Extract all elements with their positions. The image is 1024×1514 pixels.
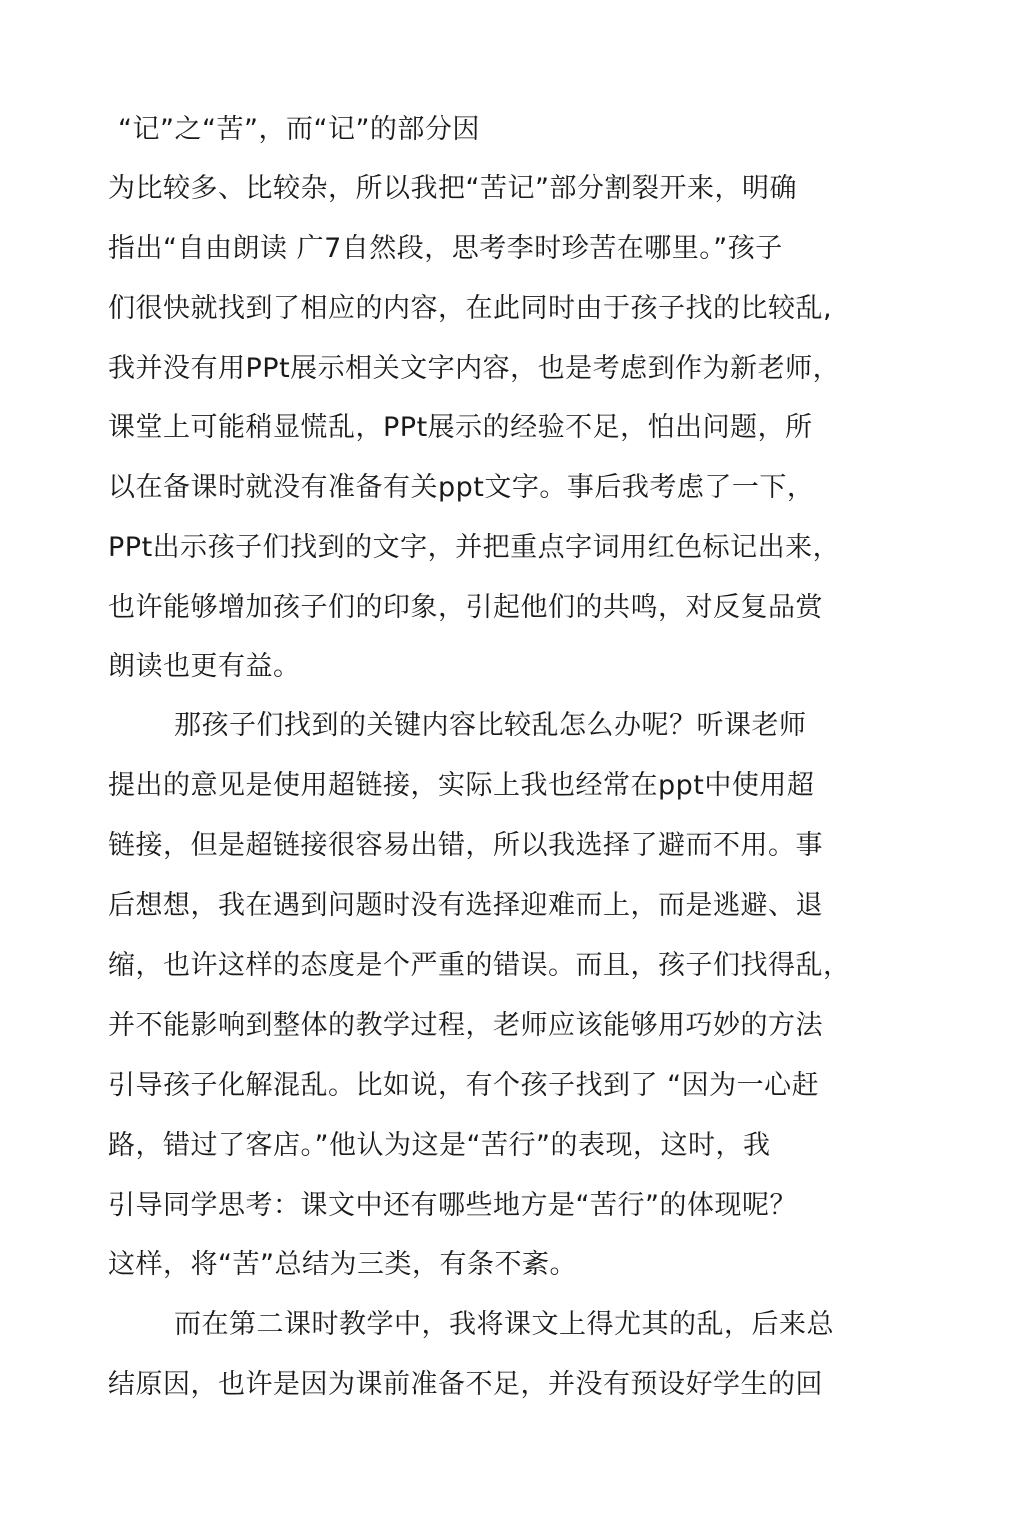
text-line-19: 引导同学思考：课文中还有哪些地方是“苦行”的体现呢？ bbox=[108, 1190, 797, 1221]
text-line-4: 们很快就找到了相应的内容，在此同时由于孩子找的比较乱, bbox=[108, 293, 833, 324]
text-line-9: 也许能够增加孩子们的印象，引起他们的共鸣，对反复品赏 bbox=[108, 592, 823, 623]
text-line-8: PPt出示孩子们找到的文字，并把重点字词用红色标记出来， bbox=[108, 532, 841, 563]
text-line-10: 朗读也更有益。 bbox=[108, 651, 301, 682]
paragraph-start-line: 而在第二课时教学中，我将课文上得尤其的乱，后来总 bbox=[174, 1309, 834, 1340]
text-line-17: 引导孩子化解混乱。比如说，有个孩子找到了 “因为一心赶 bbox=[108, 1070, 820, 1101]
paragraph-start-line: 那孩子们找到的关键内容比较乱怎么办呢？听课老师 bbox=[174, 710, 807, 741]
text-line-6: 课堂上可能稍显慌乱，PPt展示的经验不足，怕出问题，所 bbox=[108, 412, 813, 443]
text-line-12: 提出的意见是使用超链接，实际上我也经常在ppt中使用超 bbox=[108, 770, 815, 801]
text-line-20: 这样，将“苦”总结为三类，有条不紊。 bbox=[108, 1249, 577, 1280]
text-line-16: 并不能影响到整体的教学过程，老师应该能够用巧妙的方法 bbox=[108, 1010, 823, 1041]
text-line-7: 以在备课时就没有准备有关ppt文字。事后我考虑了一下， bbox=[108, 472, 815, 503]
text-line-1: “记”之“苦”，而“记”的部分因 bbox=[118, 114, 480, 145]
text-line-18: 路，错过了客店。”他认为这是“苦行”的表现，这时，我 bbox=[108, 1130, 771, 1161]
text-line-22: 结原因，也许是因为课前准备不足，并没有预设好学生的回 bbox=[108, 1369, 823, 1400]
text-line-2: 为比较多、比较杂，所以我把“苦记”部分割裂开来，明确 bbox=[108, 173, 797, 204]
text-line-14: 后想想，我在遇到问题时没有选择迎难而上，而是逃避、退 bbox=[108, 890, 823, 921]
text-line-5: 我并没有用PPt展示相关文字内容，也是考虑到作为新老师， bbox=[108, 353, 841, 384]
text-line-15: 缩，也许这样的态度是个严重的错误。而且，孩子们找得乱， bbox=[108, 950, 851, 981]
text-line-3: 指出“自由朗读 广7自然段，思考李时珍苦在哪里。”孩子 bbox=[108, 233, 783, 264]
text-line-13: 链接，但是超链接很容易出错，所以我选择了避而不用。事 bbox=[108, 830, 823, 861]
